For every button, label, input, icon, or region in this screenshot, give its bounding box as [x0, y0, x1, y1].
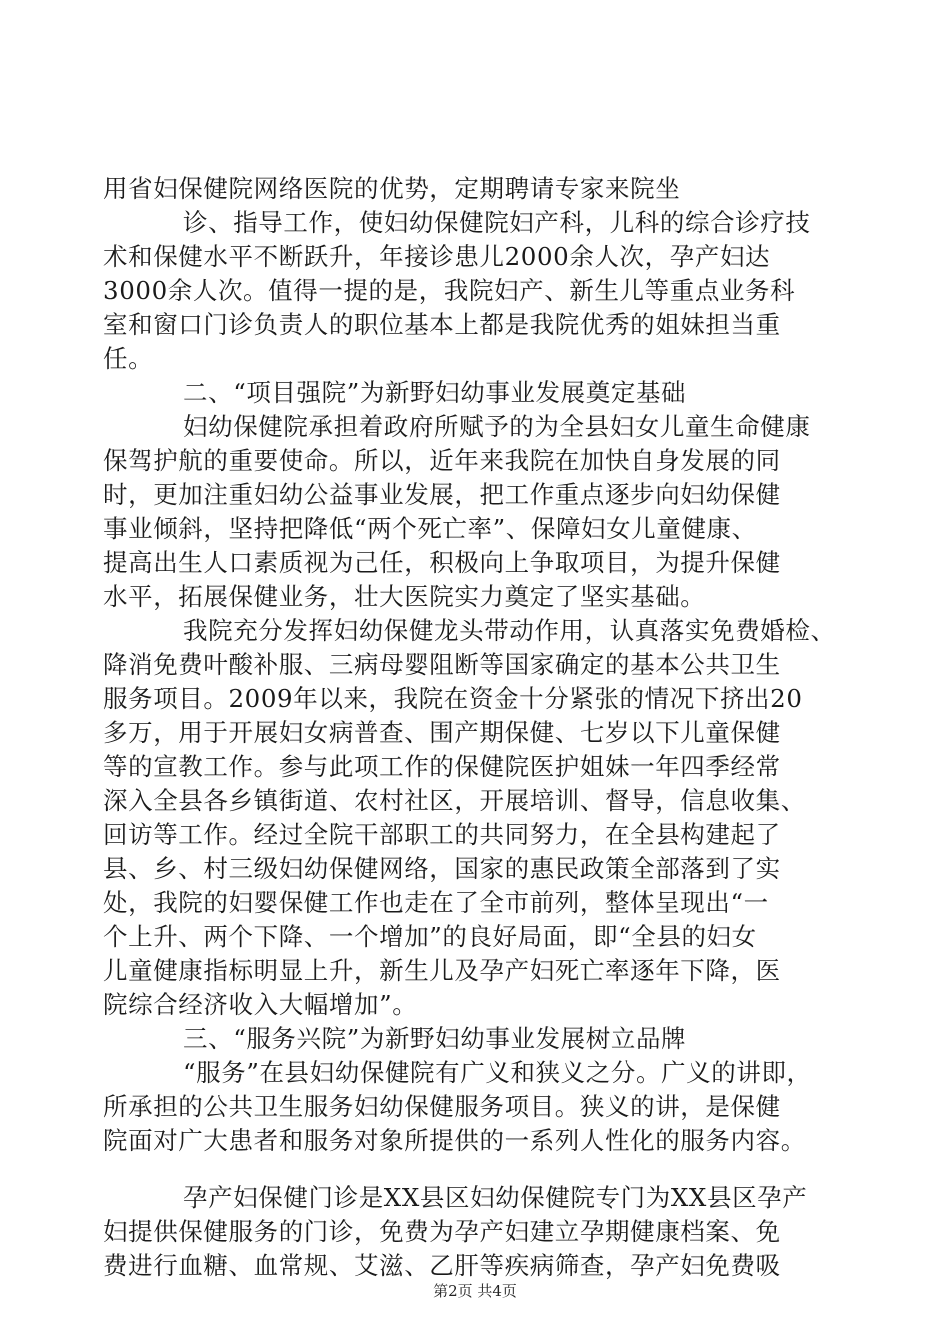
paragraph-line: 诊、指导工作，使妇幼保健院妇产科，儿科的综合诊疗技 [183, 208, 811, 237]
paragraph-line: 孕产妇保健门诊是XX县区妇幼保健院专门为XX县区孕产 [183, 1183, 808, 1212]
paragraph-line: 我院充分发挥妇幼保健龙头带动作用，认真落实免费婚检、 [183, 616, 836, 645]
paragraph-line: 处，我院的妇婴保健工作也走在了全市前列，整体呈现出“一 [103, 888, 769, 917]
paragraph-line: 术和保健水平不断跃升，年接诊患儿2000余人次，孕产妇达 [103, 242, 771, 271]
paragraph-line: 3000余人次。值得一提的是，我院妇产、新生儿等重点业务科 [103, 276, 796, 305]
paragraph-line: 个上升、两个下降、一个增加”的良好局面，即“全县的妇女 [103, 922, 757, 951]
paragraph-line: 儿童健康指标明显上升，新生儿及孕产妇死亡率逐年下降，医 [103, 956, 781, 985]
section-heading: 三、“服务兴院”为新野妇幼事业发展树立品牌 [183, 1024, 687, 1053]
paragraph-line: 回访等工作。经过全院干部职工的共同努力，在全县构建起了 [103, 820, 781, 849]
paragraph-line: 时，更加注重妇幼公益事业发展，把工作重点逐步向妇幼保健 [103, 480, 781, 509]
paragraph-line: 深入全县各乡镇街道、农村社区，开展培训、督导，信息收集、 [103, 786, 806, 815]
section-heading: 二、“项目强院”为新野妇幼事业发展奠定基础 [183, 378, 687, 407]
paragraph-line: 用省妇保健院网络医院的优势，定期聘请专家来院坐 [103, 174, 681, 203]
page-number-footer: 第2页 共4页 [433, 1282, 517, 1300]
paragraph-line: 水平，拓展保健业务，壮大医院实力奠定了坚实基础。 [103, 582, 706, 611]
paragraph-line: 提高出生人口素质视为己任，积极向上争取项目，为提升保健 [103, 548, 781, 577]
paragraph-line: 保驾护航的重要使命。所以，近年来我院在加快自身发展的同 [103, 446, 781, 475]
paragraph-line: “服务”在县妇幼保健院有广义和狭义之分。广义的讲即， [183, 1058, 812, 1087]
paragraph-line: 降消免费叶酸补服、三病母婴阻断等国家确定的基本公共卫生 [103, 650, 781, 679]
paragraph-line: 等的宣教工作。参与此项工作的保健院医护姐妹一年四季经常 [103, 752, 781, 781]
paragraph-line: 任。 [103, 344, 154, 373]
paragraph-line: 妇幼保健院承担着政府所赋予的为全县妇女儿童生命健康 [183, 412, 811, 441]
paragraph-line: 费进行血糖、血常规、艾滋、乙肝等疾病筛查，孕产妇免费吸 [103, 1251, 781, 1280]
paragraph-line: 院面对广大患者和服务对象所提供的一系列人性化的服务内容。 [103, 1126, 806, 1155]
paragraph-line: 事业倾斜，坚持把降低“两个死亡率”、保障妇女儿童健康、 [103, 514, 757, 543]
paragraph-line: 院综合经济收入大幅增加”。 [103, 990, 418, 1019]
paragraph-line: 所承担的公共卫生服务妇幼保健服务项目。狭义的讲，是保健 [103, 1092, 781, 1121]
paragraph-line: 妇提供保健服务的门诊，免费为孕产妇建立孕期健康档案、免 [103, 1217, 781, 1246]
paragraph-line: 县、乡、村三级妇幼保健网络，国家的惠民政策全部落到了实 [103, 854, 781, 883]
paragraph-line: 多万，用于开展妇女病普查、围产期保健、七岁以下儿童保健 [103, 718, 781, 747]
paragraph-line: 室和窗口门诊负责人的职位基本上都是我院优秀的姐妹担当重 [103, 310, 781, 339]
paragraph-line: 服务项目。2009年以来，我院在资金十分紧张的情况下挤出20 [103, 684, 803, 713]
